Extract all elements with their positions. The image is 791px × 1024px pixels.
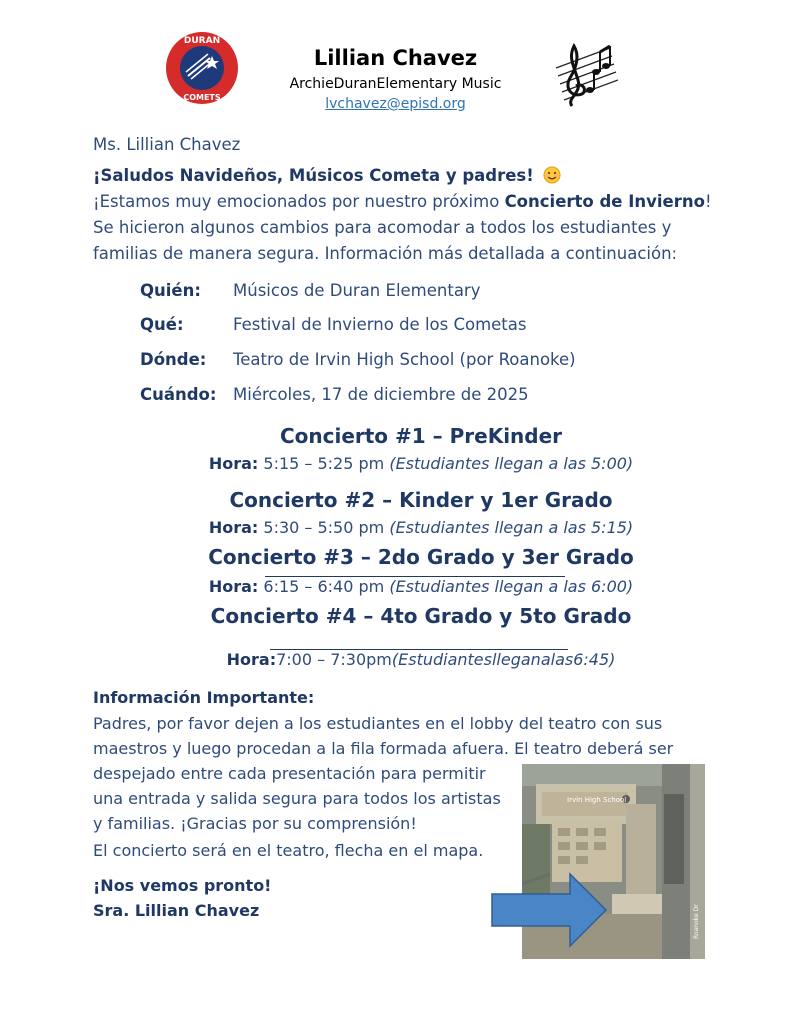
closing-line-1: ¡Nos vemos pronto!	[93, 876, 272, 895]
smiley-icon	[543, 166, 561, 184]
concert-2-title: Concierto #2 – Kinder y 1er Grado	[229, 488, 613, 512]
concert-4-title: Concierto #4 – 4to Grado y 5to Grado	[210, 604, 632, 628]
greeting-hello-text: ¡Saludos Navideños, Músicos Cometa y padres!	[93, 166, 534, 185]
important-text-3: El concierto será en el teatro, flecha en el mapa.	[93, 841, 484, 860]
arrow-icon	[490, 872, 610, 948]
header-email-wrap	[0, 96, 791, 112]
map-school-label: Irvin High School	[567, 796, 627, 804]
detail-label-when: Cuándo:	[140, 385, 217, 404]
detail-value-who: Músicos de Duran Elementary	[233, 281, 481, 300]
concert-4-time	[0, 650, 791, 669]
header-subtitle: ArchieDuranElementary Music	[289, 76, 502, 92]
concert-2-time	[0, 518, 791, 537]
signature: Sra. Lillian Chavez	[93, 901, 260, 920]
important-text-1: Padres, por favor dejen a los estudiantes en el lobby del teatro con sus maestros y luego procedan a la fila formada afuera. El teatro deberá ser	[93, 714, 674, 758]
email-link[interactable]: lvchavez@episd.org	[325, 96, 466, 112]
concert-3-time-value: 6:15 – 6:40 pm	[258, 577, 390, 596]
concert-2-time-value: 5:30 – 5:50 pm	[258, 518, 390, 537]
header-name: Lillian Chavez	[313, 46, 478, 70]
important-text-2: despejado entre cada presentación para permitir una entrada y salida segura para todos los artistas y familias. ¡Gracias por su comprensión!	[93, 764, 501, 833]
concert-2-hora: Hora:	[208, 518, 259, 537]
concert-4-arrive: (Estudiantesllegan​alas6:45)	[391, 650, 616, 669]
concert-4-hora: Hora:	[226, 650, 277, 669]
concert-4-time-value: 7:00 – 7:30pm	[276, 650, 392, 669]
greeting-hello	[93, 163, 561, 189]
concert-3-hora: Hora:	[208, 577, 259, 596]
intro-text-2: ! Se hicieron algunos cambios para acomodar a todos los estudiantes y familias de manera segura. Información más detallada a continuación:	[93, 192, 712, 263]
concert-1-time	[0, 454, 791, 473]
concert-1-title: Concierto #1 – PreKinder	[279, 424, 563, 448]
concert-1-arrive: (Estudiantes llegan a las 5:00)	[389, 454, 634, 473]
detail-value-what: Festival de Invierno de los Cometas	[233, 315, 527, 334]
detail-value-where: Teatro de Irvin High School (por Roanoke)	[233, 350, 576, 369]
concert-2-arrive: (Estudiantes llegan a las 5:15)	[389, 518, 634, 537]
detail-label-what: Qué:	[140, 315, 184, 334]
treble-clef-icon	[552, 38, 618, 110]
important-title: Información Importante:	[93, 688, 315, 707]
greeting-name: Ms. Lillian Chavez	[93, 135, 241, 154]
concert-3-time	[0, 577, 791, 596]
logo-text-bottom: COMETS	[183, 93, 221, 102]
intro-bold: Concierto de Invierno	[504, 192, 705, 211]
map-road-label: Roanoke Dr	[693, 904, 700, 939]
detail-label-who: Quién:	[140, 281, 201, 300]
strike-line	[265, 576, 565, 577]
concert-1-hora: Hora:	[208, 454, 259, 473]
detail-value-when: Miércoles, 17 de diciembre de 2025	[233, 385, 529, 404]
concert-3-arrive: (Estudiantes llegan a las 6:00)	[389, 577, 634, 596]
concert-3-title: Concierto #3 – 2do Grado y 3er Grado	[208, 545, 634, 569]
intro-paragraph	[93, 189, 713, 267]
concert-1-time-value: 5:15 – 5:25 pm	[258, 454, 390, 473]
intro-text-1: ¡Estamos muy emocionados por nuestro próximo	[93, 192, 505, 211]
detail-label-where: Dónde:	[140, 350, 207, 369]
logo-text-top: DURAN	[183, 36, 221, 46]
